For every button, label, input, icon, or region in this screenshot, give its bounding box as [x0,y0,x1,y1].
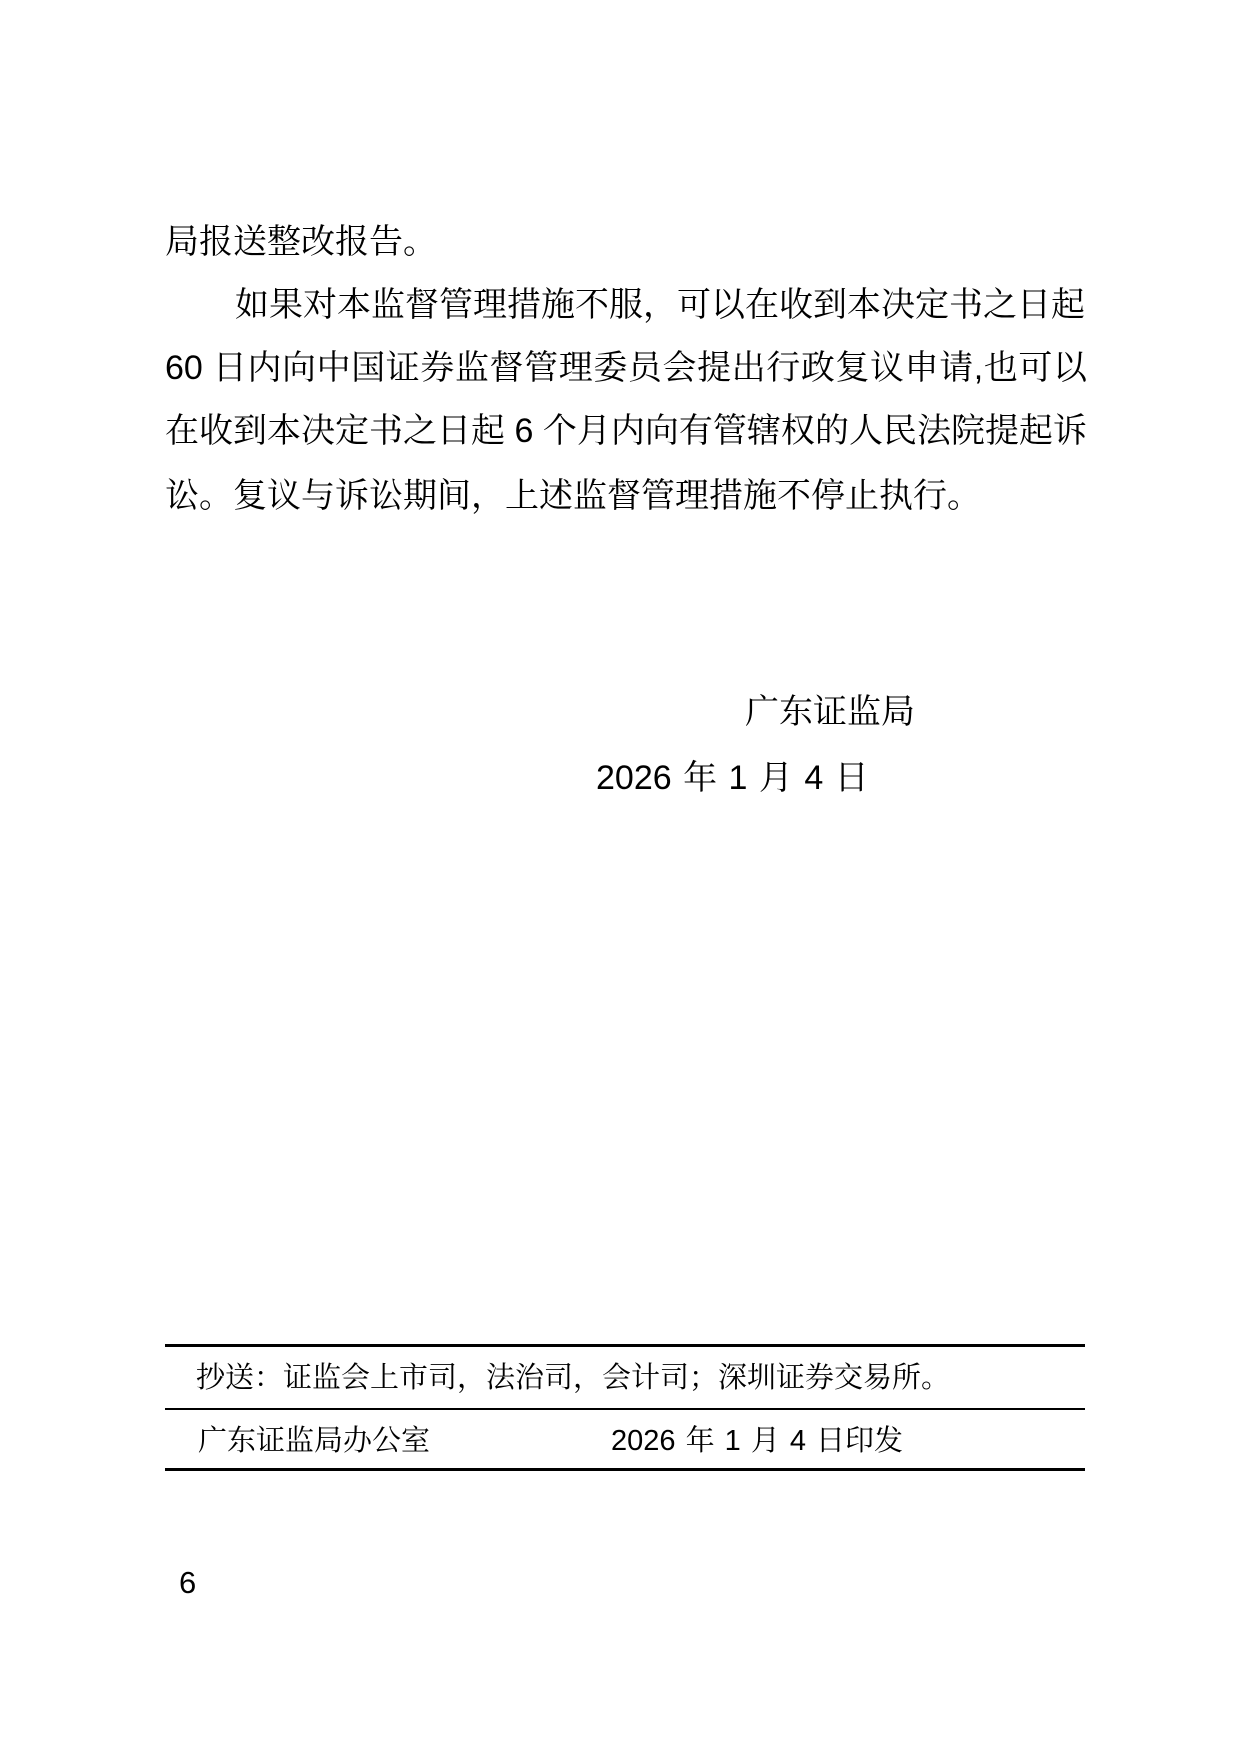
footer-rule-middle [165,1408,1085,1410]
body-line: 讼。复议与诉讼期间，上述监督管理措施不停止执行。 [165,477,981,515]
issuing-office-name: 广东证监局办公室 [198,1425,431,1457]
issuer-signature: 广东证监局 [745,693,915,731]
body-paragraph-end-line: 局报送整改报告。 [165,223,437,261]
print-date: 2026 年 1 月 4 日印发 [611,1425,904,1457]
body-line: 如果对本监督管理措施不服，可以在收到本决定书之日起 [235,286,1085,324]
page-number: 6 [179,1565,197,1600]
footer-rule-bottom [165,1468,1085,1471]
issue-date: 2026 年 1 月 4 日 [596,759,869,797]
body-line: 在收到本决定书之日起 6 个月内向有管辖权的人民法院提起诉 [165,412,1087,450]
footer-rule-top [165,1344,1085,1347]
body-line: 60 日内向中国证券监督管理委员会提出行政复议申请,也可以 [165,349,1087,387]
cc-recipients-line: 抄送：证监会上市司，法治司，会计司；深圳证券交易所。 [196,1362,951,1394]
